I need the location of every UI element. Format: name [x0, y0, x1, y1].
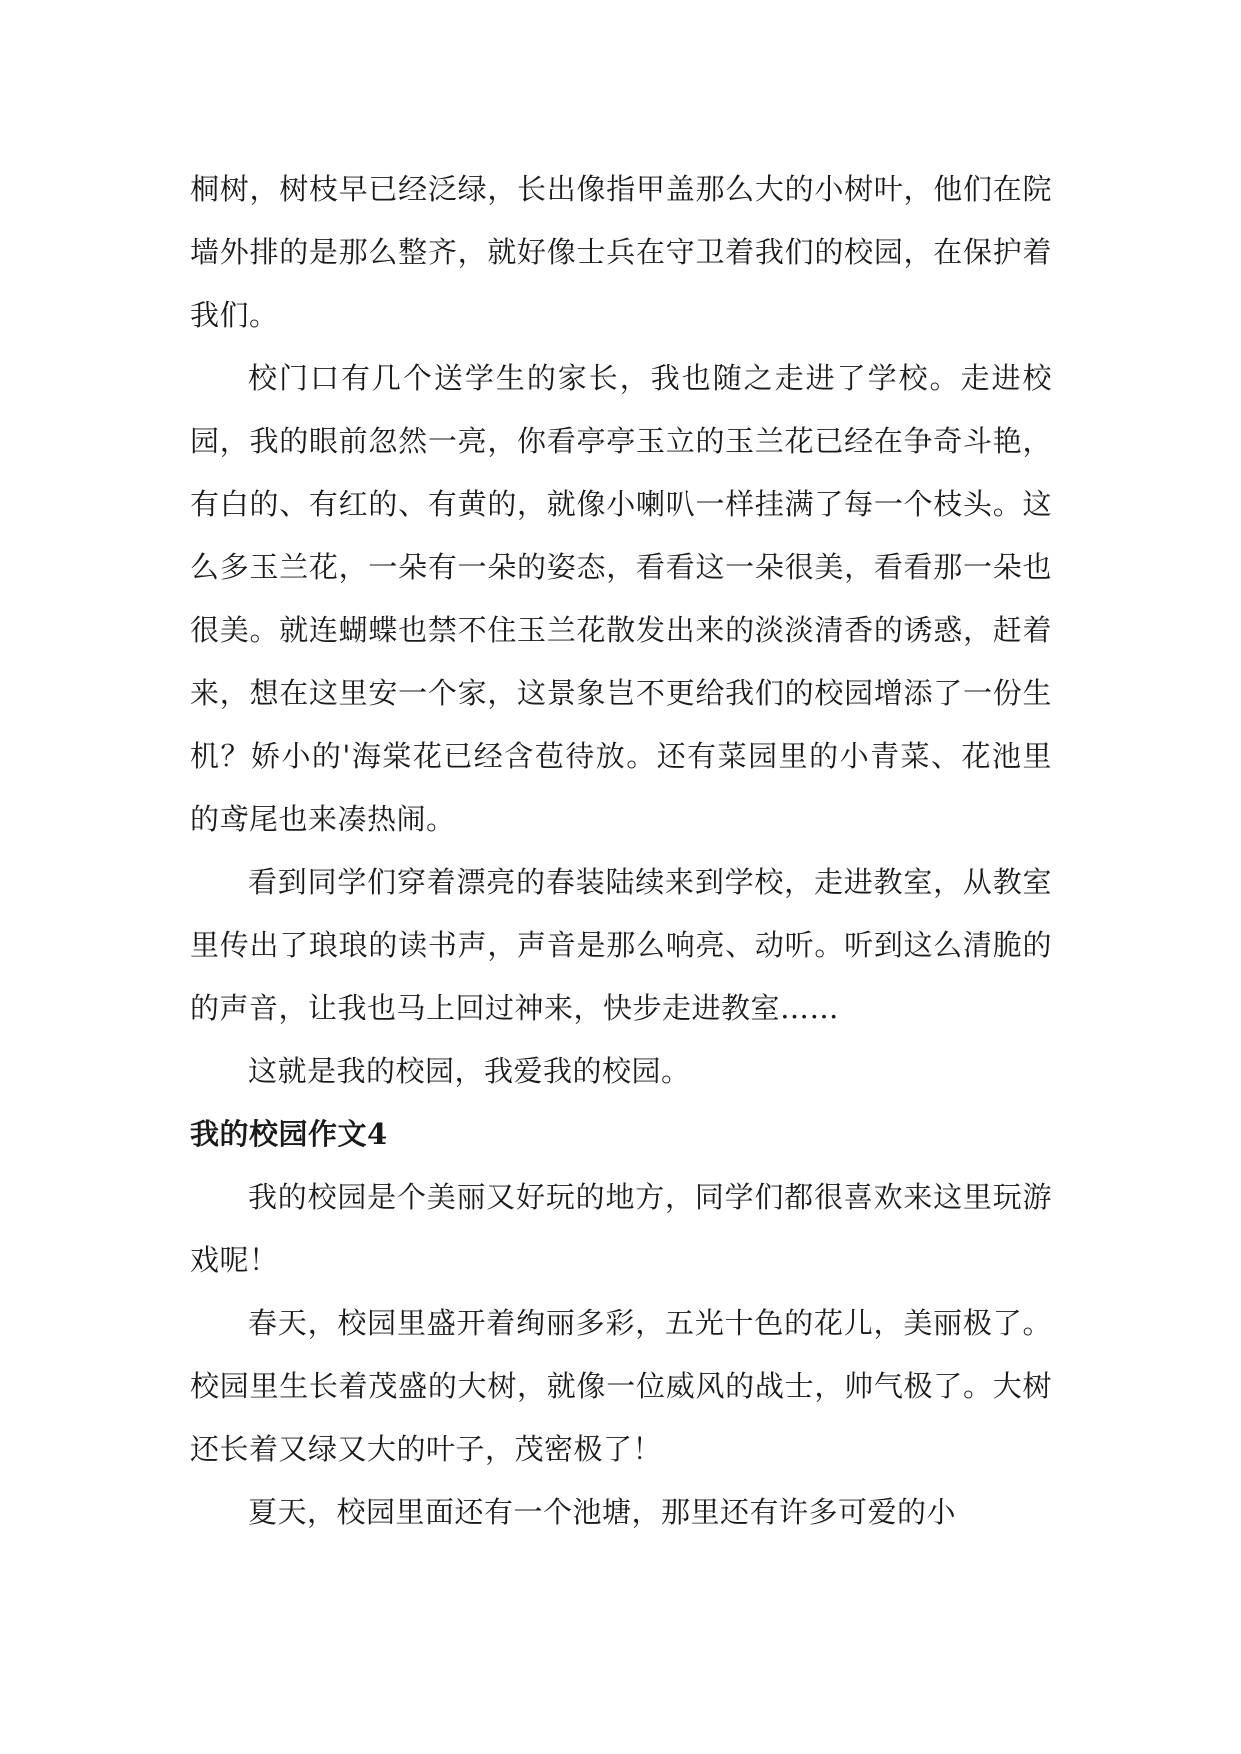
paragraph: 桐树，树枝早已经泛绿，长出像指甲盖那么大的小树叶，他们在院墙外排的是那么整齐，就好像士兵在守卫着我们的校园，在保护着我们。 — [190, 172, 1052, 332]
paragraph: 我的校园是个美丽又好玩的地方，同学们都很喜欢来这里玩游戏呢！ — [190, 1180, 1052, 1277]
paragraph: 校门口有几个送学生的家长，我也随之走进了学校。走进校园，我的眼前忽然一亮，你看亭亭玉立的玉兰花已经在争奇斗艳，有白的、有红的、有黄的，就像小喇叭一样挂满了每一个枝头。这么多玉兰花，一朵有一朵的姿态，看看这一朵很美，看看那一朵也很美。就连蝴蝶也禁不住玉兰花散发出来的淡淡清香的诱惑，赶着来，想在这里安一个家，这景象岂不更给我们的校园增添了一份生机？娇小的'海棠花已经含苞待放。还有菜园里的小青菜、花池里的鸢尾也来凑热闹。 — [190, 361, 1052, 836]
paragraph: 这就是我的校园，我爱我的校园。 — [248, 1054, 691, 1088]
paragraph: 夏天，校园里面还有一个池塘，那里还有许多可爱的小 — [248, 1495, 957, 1529]
section-heading: 我的校园作文4 — [190, 1117, 388, 1151]
document-body — [190, 158, 1052, 1544]
paragraph: 春天，校园里盛开着绚丽多彩，五光十色的花儿，美丽极了。校园里生长着茂盛的大树，就像一位威风的战士，帅气极了。大树还长着又绿又大的叶子，茂密极了！ — [190, 1306, 1052, 1466]
paragraph: 看到同学们穿着漂亮的春装陆续来到学校，走进教室，从教室里传出了琅琅的读书声，声音是那么响亮、动听。听到这么清脆的的声音，让我也马上回过神来，快步走进教室…… — [190, 865, 1052, 1025]
